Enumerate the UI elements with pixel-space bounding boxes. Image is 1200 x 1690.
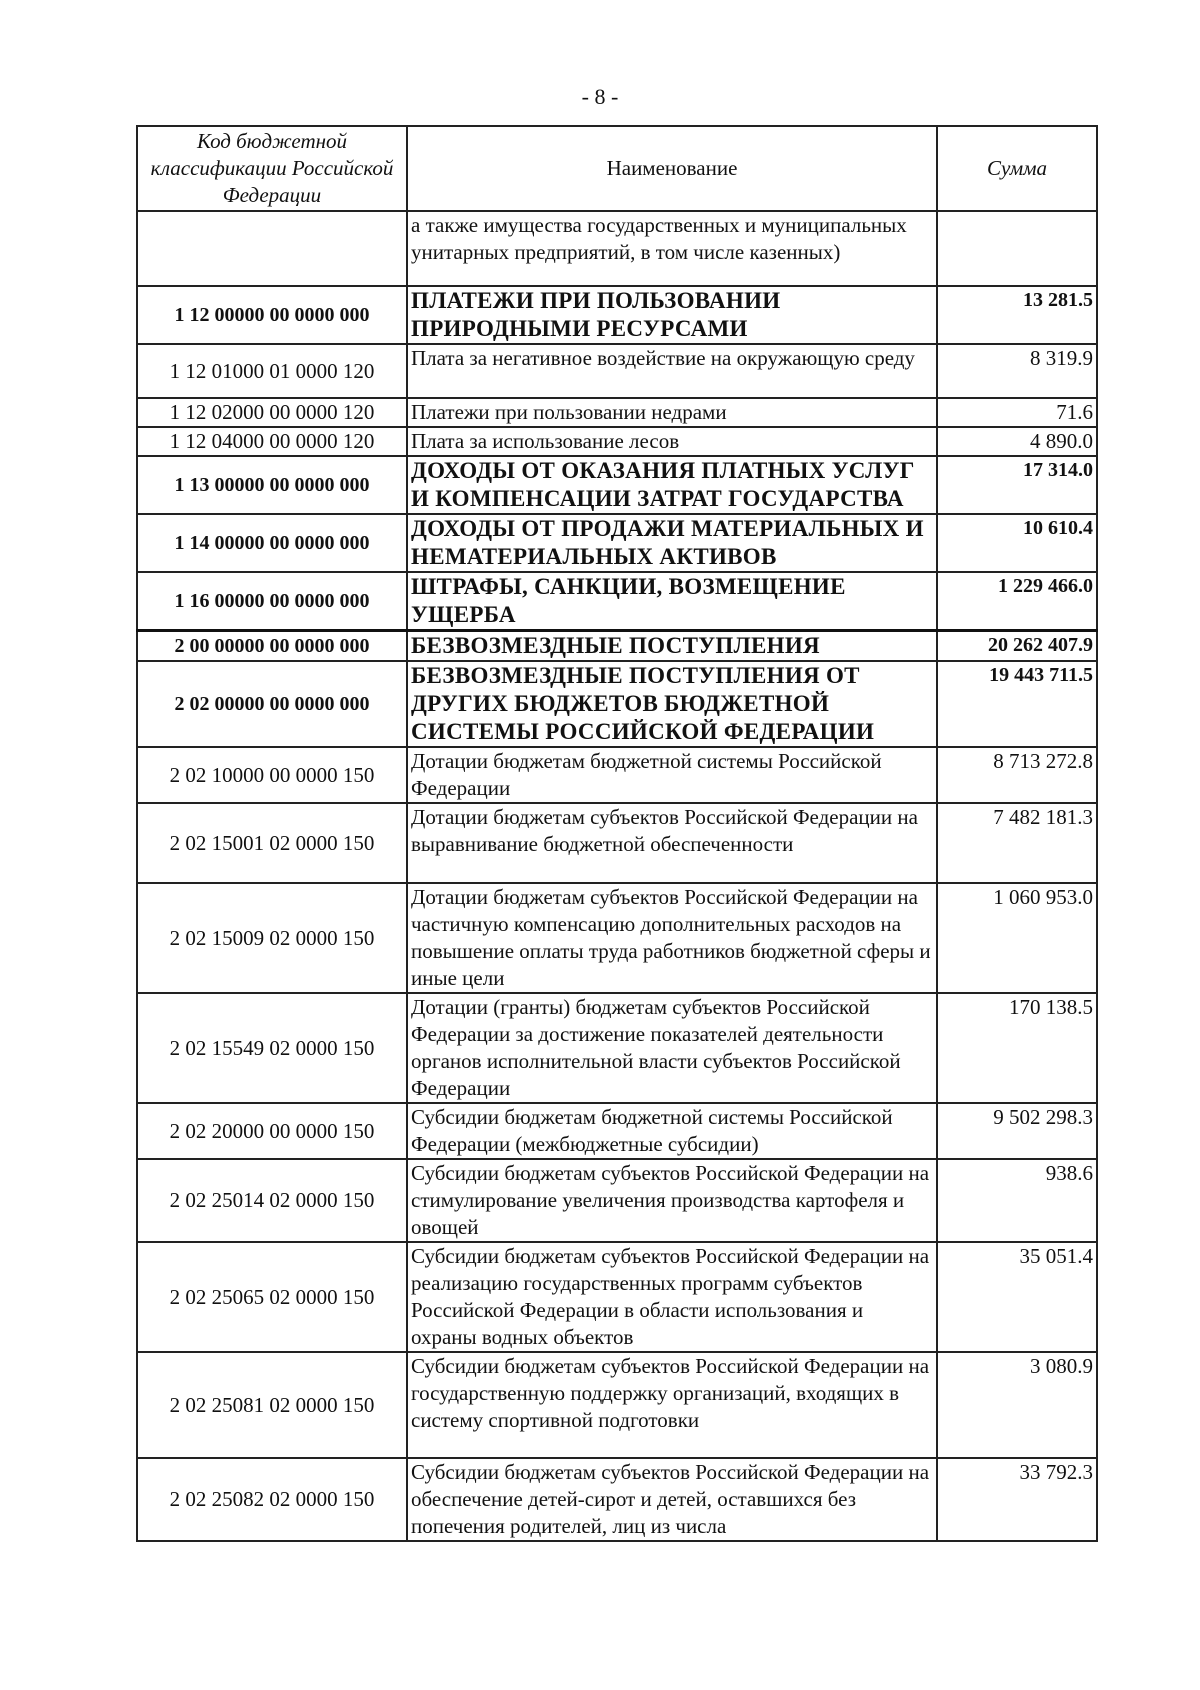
budget-code-cell: 1 14 00000 00 0000 000	[137, 514, 407, 572]
item-name-cell: а также имущества государственных и муниципальных унитарных предприятий, в том числе казенных)	[407, 211, 937, 286]
budget-code-cell: 1 12 00000 00 0000 000	[137, 286, 407, 344]
budget-code-cell: 2 00 00000 00 0000 000	[137, 631, 407, 662]
table-row	[137, 427, 1097, 456]
column-header-name: Наименование	[407, 126, 937, 211]
amount-cell: 7 482 181.3	[937, 803, 1097, 883]
table-row	[137, 398, 1097, 427]
amount-cell: 19 443 711.5	[937, 661, 1097, 747]
item-name-cell: Платежи при пользовании недрами	[407, 398, 937, 427]
budget-code-cell: 2 02 25082 02 0000 150	[137, 1458, 407, 1541]
table-row	[137, 286, 1097, 344]
table-row	[137, 456, 1097, 514]
budget-code-cell: 2 02 15549 02 0000 150	[137, 993, 407, 1103]
item-name-cell: Плата за негативное воздействие на окружающую среду	[407, 344, 937, 398]
item-name-cell: Дотации (гранты) бюджетам субъектов Российской Федерации за достижение показателей деятельности органов исполнительной власти субъектов Российской Федерации	[407, 993, 937, 1103]
table-row	[137, 747, 1097, 803]
budget-code-cell	[137, 211, 407, 286]
item-name-cell: Субсидии бюджетам субъектов Российской Федерации на реализацию государственных программ субъектов Российской Федерации в области использования и охраны водных объектов	[407, 1242, 937, 1352]
amount-cell: 170 138.5	[937, 993, 1097, 1103]
amount-cell: 9 502 298.3	[937, 1103, 1097, 1159]
item-name-cell: Дотации бюджетам субъектов Российской Федерации на частичную компенсацию дополнительных расходов на повышение оплаты труда работников бюджетной сферы и иные цели	[407, 883, 937, 993]
budget-code-cell: 1 12 02000 00 0000 120	[137, 398, 407, 427]
amount-cell: 13 281.5	[937, 286, 1097, 344]
item-name-cell: Субсидии бюджетам субъектов Российской Федерации на обеспечение детей-сирот и детей, оставшихся без попечения родителей, лиц из числа	[407, 1458, 937, 1541]
item-name-cell: ДОХОДЫ ОТ ПРОДАЖИ МАТЕРИАЛЬНЫХ И НЕМАТЕРИАЛЬНЫХ АКТИВОВ	[407, 514, 937, 572]
budget-code-cell: 2 02 00000 00 0000 000	[137, 661, 407, 747]
amount-cell: 8 713 272.8	[937, 747, 1097, 803]
table-row	[137, 803, 1097, 883]
table-row	[137, 993, 1097, 1103]
amount-cell: 17 314.0	[937, 456, 1097, 514]
amount-cell: 33 792.3	[937, 1458, 1097, 1541]
amount-cell: 3 080.9	[937, 1352, 1097, 1458]
item-name-cell: ДОХОДЫ ОТ ОКАЗАНИЯ ПЛАТНЫХ УСЛУГ И КОМПЕНСАЦИИ ЗАТРАТ ГОСУДАРСТВА	[407, 456, 937, 514]
budget-code-cell: 1 13 00000 00 0000 000	[137, 456, 407, 514]
amount-cell: 4 890.0	[937, 427, 1097, 456]
table-row	[137, 883, 1097, 993]
item-name-cell: Плата за использование лесов	[407, 427, 937, 456]
budget-code-cell: 1 16 00000 00 0000 000	[137, 572, 407, 631]
item-name-cell: Субсидии бюджетам бюджетной системы Российской Федерации (межбюджетные субсидии)	[407, 1103, 937, 1159]
table-header-row	[137, 126, 1097, 211]
table-row	[137, 514, 1097, 572]
amount-cell: 1 060 953.0	[937, 883, 1097, 993]
table-row	[137, 211, 1097, 286]
item-name-cell: Дотации бюджетам бюджетной системы Российской Федерации	[407, 747, 937, 803]
amount-cell: 35 051.4	[937, 1242, 1097, 1352]
table-row	[137, 344, 1097, 398]
amount-cell: 20 262 407.9	[937, 631, 1097, 662]
page-number: - 8 -	[581, 84, 619, 109]
table-body	[137, 211, 1097, 1541]
budget-code-cell: 1 12 01000 01 0000 120	[137, 344, 407, 398]
item-name-cell: ПЛАТЕЖИ ПРИ ПОЛЬЗОВАНИИ ПРИРОДНЫМИ РЕСУРСАМИ	[407, 286, 937, 344]
budget-code-cell: 2 02 15001 02 0000 150	[137, 803, 407, 883]
amount-cell	[937, 211, 1097, 286]
budget-code-cell: 2 02 25081 02 0000 150	[137, 1352, 407, 1458]
amount-cell: 938.6	[937, 1159, 1097, 1242]
amount-cell: 1 229 466.0	[937, 572, 1097, 631]
table-row	[137, 1103, 1097, 1159]
item-name-cell: Дотации бюджетам субъектов Российской Федерации на выравнивание бюджетной обеспеченности	[407, 803, 937, 883]
table-row	[137, 661, 1097, 747]
budget-code-cell: 2 02 25014 02 0000 150	[137, 1159, 407, 1242]
table-row	[137, 1159, 1097, 1242]
budget-code-cell: 1 12 04000 00 0000 120	[137, 427, 407, 456]
column-header-code: Код бюджетной классификации Российской Федерации	[137, 126, 407, 211]
item-name-cell: ШТРАФЫ, САНКЦИИ, ВОЗМЕЩЕНИЕ УЩЕРБА	[407, 572, 937, 631]
amount-cell: 71.6	[937, 398, 1097, 427]
budget-code-cell: 2 02 20000 00 0000 150	[137, 1103, 407, 1159]
table-row	[137, 1458, 1097, 1541]
amount-cell: 10 610.4	[937, 514, 1097, 572]
budget-code-cell: 2 02 15009 02 0000 150	[137, 883, 407, 993]
item-name-cell: Субсидии бюджетам субъектов Российской Федерации на государственную поддержку организаций, входящих в систему спортивной подготовки	[407, 1352, 937, 1458]
budget-table	[136, 125, 1098, 1542]
table-row	[137, 1242, 1097, 1352]
budget-code-cell: 2 02 10000 00 0000 150	[137, 747, 407, 803]
table-row	[137, 631, 1097, 662]
item-name-cell: БЕЗВОЗМЕЗДНЫЕ ПОСТУПЛЕНИЯ	[407, 631, 937, 662]
item-name-cell: Субсидии бюджетам субъектов Российской Федерации на стимулирование увеличения производства картофеля и овощей	[407, 1159, 937, 1242]
item-name-cell: БЕЗВОЗМЕЗДНЫЕ ПОСТУПЛЕНИЯ ОТ ДРУГИХ БЮДЖЕТОВ БЮДЖЕТНОЙ СИСТЕМЫ РОССИЙСКОЙ ФЕДЕРАЦИИ	[407, 661, 937, 747]
budget-code-cell: 2 02 25065 02 0000 150	[137, 1242, 407, 1352]
table-row	[137, 1352, 1097, 1458]
amount-cell: 8 319.9	[937, 344, 1097, 398]
table-row	[137, 572, 1097, 631]
column-header-sum: Сумма	[937, 126, 1097, 211]
